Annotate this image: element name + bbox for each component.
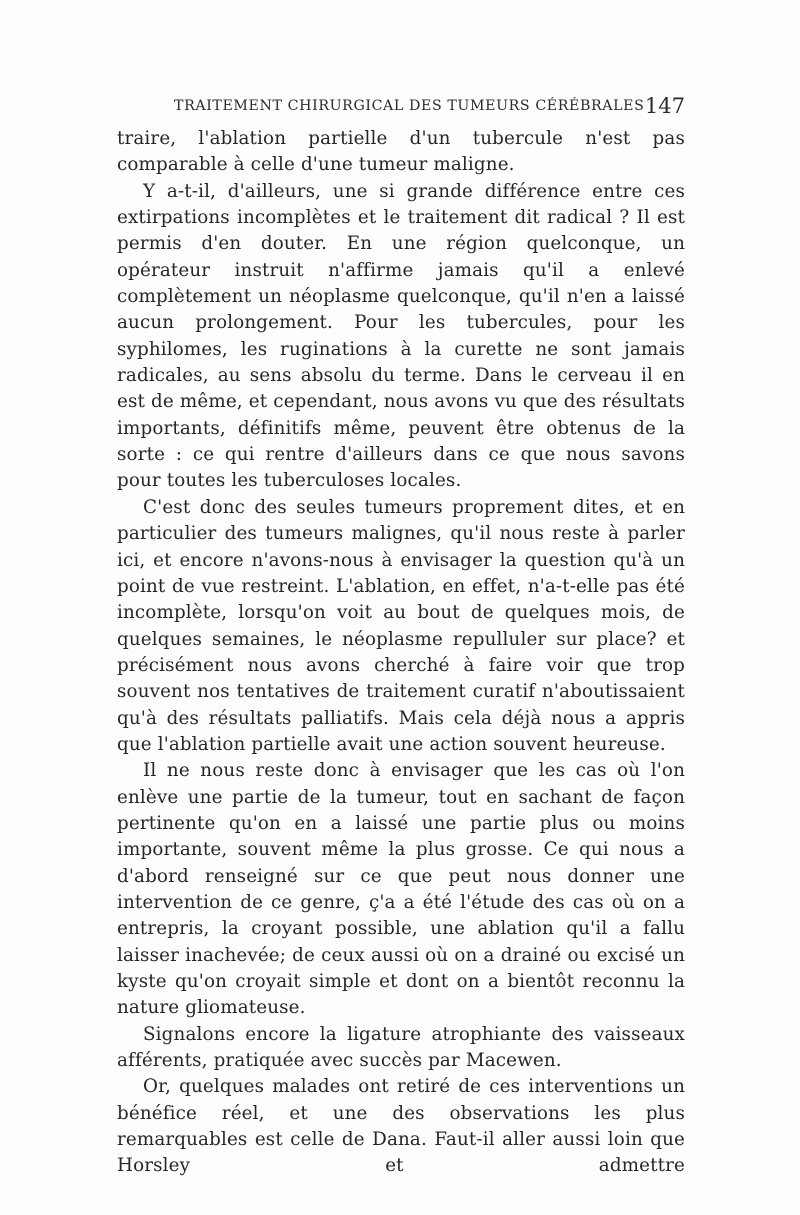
paragraph: C'est donc des seules tumeurs proprement dites, et en particulier des tumeurs malignes, qu'il nous reste à parler ici, et encore n'avons-nous à envisager la question qu'à un point de vue restreint. L'ablation, en effet, n'a-t-elle pas été incomplète, lorsqu'on voit au bout de quelques mois, de quelques semaines, le néoplasme repulluler sur place? et précisément nous avons cherché à faire voir que trop souvent nos tentatives de traitement curatif n'aboutissaient qu'à des résultats palliatifs. Mais cela déjà nous a appris que l'ablation partielle avait une action souvent heureuse. xyxy=(117,496,685,755)
paragraph: Y a-t-il, d'ailleurs, une si grande différence entre ces extirpations incomplètes et le traitement dit radical ? Il est permis d'en douter. En une région quelconque, un opérateur instruit n'affirme jamais qu'il a enlevé complètement un néoplasme quelconque, qu'il n'en a laissé aucun prolongement. Pour les tubercules, pour les syphilomes, les ruginations à la curette ne sont jamais radicales, au sens absolu du terme. Dans le cerveau il en est de même, et cependant, nous avons vu que des résultats importants, définitifs même, peuvent être obtenus de la sorte : ce qui rentre d'ailleurs dans ce que nous savons pour toutes les tuberculoses locales. xyxy=(117,180,685,492)
paragraph: Signalons encore la ligature atrophiante des vaisseaux afférents, pratiquée avec succès par Macewen. xyxy=(117,1023,685,1072)
running-title: TRAITEMENT CHIRURGICAL DES TUMEURS CÉRÉBRALES xyxy=(174,98,645,114)
body-text xyxy=(117,126,685,1180)
page-number: 147 xyxy=(644,94,685,118)
paragraph: Or, quelques malades ont retiré de ces interventions un bénéfice réel, et une des observations les plus remarquables est celle de Dana. Faut-il aller aussi loin que Horsley et admettre xyxy=(117,1076,685,1177)
paragraph: Il ne nous reste donc à envisager que les cas où l'on enlève une partie de la tumeur, tout en sachant de façon pertinente qu'on en a laissé une partie plus ou moins importante, souvent même la plus grosse. Ce qui nous a d'abord renseigné sur ce que peut nous donner une intervention de ce genre, ç'a a été l'étude des cas où on a entrepris, la croyant possible, une ablation qu'il a fallu laisser inachevée; de ceux aussi où on a drainé ou excisé un kyste qu'on croyait simple et dont on a bientôt reconnu la nature gliomateuse. xyxy=(117,760,685,1019)
paragraph-continuation: traire, l'ablation partielle d'un tubercule n'est pas comparable à celle d'une tumeur maligne. xyxy=(117,128,685,176)
page-header xyxy=(117,94,685,122)
